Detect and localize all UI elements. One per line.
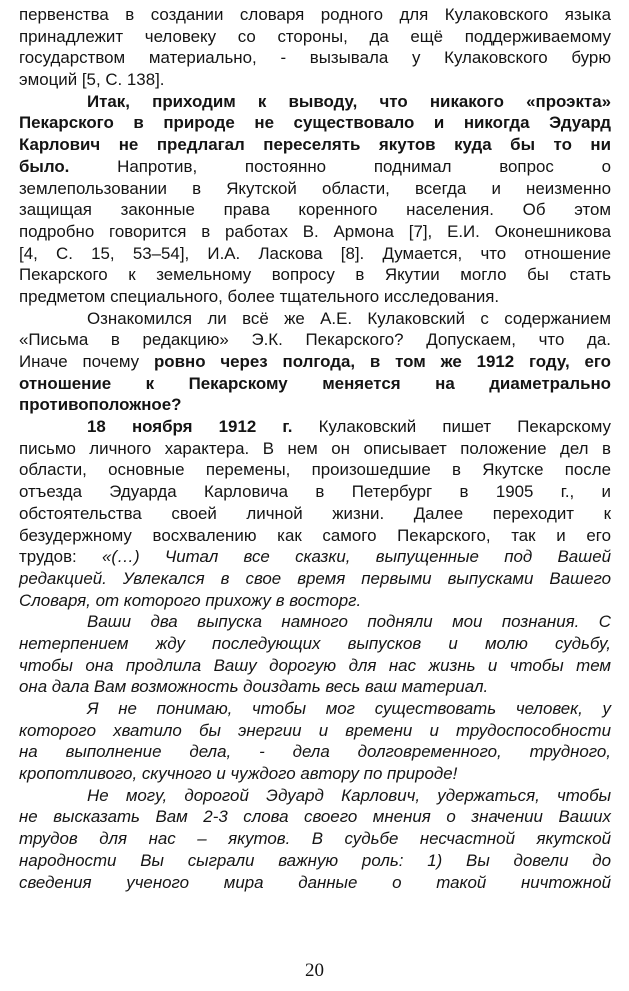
text-line: [19, 655, 611, 677]
text-run: подробно говорится в работах В. Армона [7], Е.И. Оконешникова: [19, 221, 611, 241]
text-line: [19, 850, 611, 872]
text-line: [19, 459, 611, 481]
text-run: [4, С. 15, 53–54], И.А. Ласкова [8]. Думается, что отношение: [19, 243, 611, 263]
text-line: [19, 546, 611, 568]
text-line: [19, 286, 611, 308]
text-line: [19, 4, 611, 26]
italic-text: Не могу, дорогой Эдуард Карлович, удержаться, чтобы: [87, 785, 611, 805]
italic-text: «(…) Читал все сказки, выпущенные под Вашей: [102, 547, 611, 567]
italic-text: Словаря, от которого прихожу в восторг.: [19, 590, 362, 610]
text-run: эмоций [5, С. 138].: [19, 70, 165, 90]
italic-text: Ваши два выпуска намного подняли мои познания. С: [87, 612, 611, 632]
text-run: отъезда Эдуарда Карловича в Петербург в 1905 г., и: [19, 482, 611, 502]
text-line: [19, 47, 611, 69]
text-line: [19, 134, 611, 156]
bold-text: Карлович не предлагал переселять якутов куда бы то ни: [19, 135, 611, 155]
text-line: [19, 720, 611, 742]
text-line: [19, 828, 611, 850]
text-line: [19, 329, 611, 351]
text-line: [19, 568, 611, 590]
text-run: землепользовании в Якутской области, всегда и неизменно: [19, 178, 611, 198]
text-line: [19, 438, 611, 460]
italic-text: редакцией. Увлекался в свое время первыми выпусками Вашего: [19, 568, 611, 588]
text-line: [19, 199, 611, 221]
italic-text: чтобы она продлила Вашу дорогую для нас жизнь и чтобы тем: [19, 655, 611, 675]
text-line: [19, 481, 611, 503]
text-line: [19, 221, 611, 243]
italic-text: которого хватило бы энергии и времени и трудоспособности: [19, 720, 611, 740]
italic-text: народности Вы сыграли важную роль: 1) Вы довели до: [19, 850, 611, 870]
text-line: [19, 26, 611, 48]
page-number: 20: [305, 960, 324, 981]
italic-text: не высказать Вам 2-3 слова своего мнения о значении Ваших: [19, 807, 611, 827]
text-run: «Письма в редакцию» Э.К. Пекарского? Допускаем, что да.: [19, 330, 611, 350]
text-run: письмо личного характера. В нем он описывает положение дел в: [19, 438, 611, 458]
italic-text: нетерпением жду последующих выпусков и молю судьбу,: [19, 633, 611, 653]
text-line: [19, 91, 611, 113]
text-run: принадлежит человеку со стороны, да ещё поддерживаемому: [19, 26, 611, 46]
bold-text: Итак, приходим к выводу, что никакого «проэкта»: [87, 91, 611, 111]
text-line: [19, 264, 611, 286]
text-run: государством материально, - вызывала у Кулаковского бурю: [19, 48, 611, 68]
text-line: [19, 112, 611, 134]
document-body: [19, 4, 611, 893]
text-run: защищая законные права коренного населения. Об этом: [19, 200, 611, 220]
italic-text: сведения ученого мира данные о такой ничтожной: [19, 872, 611, 892]
text-line: [19, 633, 611, 655]
italic-text: на выполнение дела, - дела долговременного, трудного,: [19, 742, 611, 762]
text-line: [19, 156, 611, 178]
bold-text: 18 ноября 1912 г.: [87, 417, 293, 437]
text-line: [19, 785, 611, 807]
text-line: [19, 69, 611, 91]
text-run: обстоятельства своей личной жизни. Далее переходит к: [19, 503, 611, 523]
text-line: [19, 525, 611, 547]
italic-text: она дала Вам возможность доиздать весь ваш материал.: [19, 677, 489, 697]
text-line: [19, 373, 611, 395]
bold-text: отношение к Пекарскому меняется на диаметрально: [19, 373, 611, 393]
text-line: [19, 243, 611, 265]
text-line: [19, 503, 611, 525]
text-line: [19, 416, 611, 438]
italic-text: трудов для нас – якутов. В судьбе несчастной якутской: [19, 829, 611, 849]
text-line: [19, 351, 611, 373]
text-line: [19, 872, 611, 894]
text-run: Иначе почему: [19, 352, 154, 371]
text-run: Пекарского к земельному вопросу в Якутии могло бы стать: [19, 265, 611, 285]
text-line: [19, 590, 611, 612]
bold-text: Пекарского в природе не существовало и никогда Эдуард: [19, 113, 611, 133]
text-line: [19, 178, 611, 200]
bold-text: противоположное?: [19, 395, 182, 415]
bold-text: ровно через полгода, в том же 1912 году, его: [153, 352, 611, 371]
text-line: [19, 698, 611, 720]
text-run: безудержному восхвалению как самого Пекарского, так и его: [19, 525, 611, 545]
text-line: [19, 611, 611, 633]
bold-text: было.: [19, 156, 70, 176]
italic-text: Я не понимаю, чтобы мог существовать человек, у: [87, 699, 611, 718]
text-line: [19, 308, 611, 330]
text-run: Кулаковский пишет Пекарскому: [292, 417, 612, 437]
text-run: трудов:: [19, 547, 103, 567]
text-run: Ознакомился ли всё же А.Е. Кулаковский с содержанием: [87, 308, 611, 328]
text-run: первенства в создании словаря родного для Кулаковского языка: [19, 5, 611, 24]
text-run: предметом специального, более тщательного исследования.: [19, 286, 500, 306]
text-line: [19, 741, 611, 763]
text-line: [19, 806, 611, 828]
text-line: [19, 763, 611, 785]
text-line: [19, 676, 611, 698]
italic-text: кропотливого, скучного и чуждого автору по природе!: [19, 764, 458, 784]
text-run: Напротив, постоянно поднимал вопрос о: [69, 156, 611, 176]
text-line: [19, 394, 611, 416]
text-run: области, основные перемены, произошедшие в Якутске после: [19, 460, 611, 480]
